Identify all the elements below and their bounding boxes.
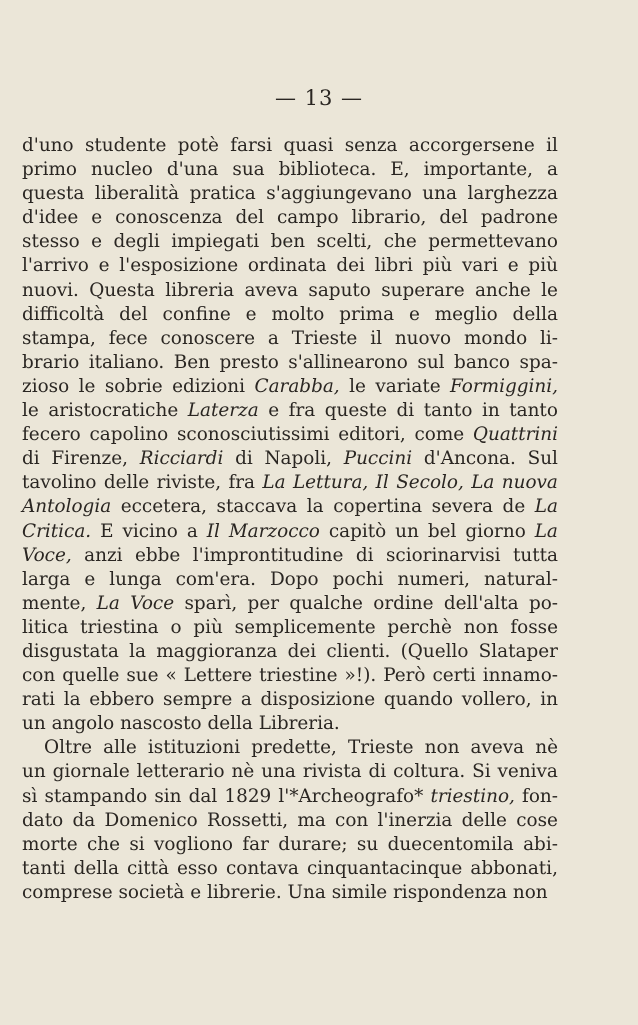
text-line: fecero capolino sconosciutissimi editori, come Quattrini bbox=[22, 424, 558, 446]
text-line: larga e lunga com'era. Dopo pochi numeri, natural- bbox=[22, 568, 558, 590]
text-line: comprese società e librerie. Una simile rispondenza non bbox=[22, 881, 548, 903]
text-line: disgustata la maggioranza dei clienti. (Quello Slataper bbox=[22, 640, 558, 662]
text-line: questa liberalità pratica s'aggiungevano una larghezza bbox=[22, 183, 558, 205]
text-line: Voce, anzi ebbe l'improntitudine di sciorinarvisi tutta bbox=[22, 544, 558, 566]
text-line: sì stampando sin dal 1829 l'*Archeografo* triestino, fon- bbox=[22, 785, 558, 807]
text-line: rati la ebbero sempre a disposizione quando vollero, in bbox=[22, 689, 558, 711]
text-line: morte che si vogliono far durare; su duecentomila abi- bbox=[22, 833, 558, 855]
text-line: stesso e degli impiegati ben scelti, che permettevano bbox=[22, 231, 558, 253]
body-text bbox=[22, 134, 558, 905]
text-line: l'arrivo e l'esposizione ordinata dei libri più vari e più bbox=[22, 255, 558, 277]
text-line: con quelle sue « Lettere triestine »!). Però certi innamo- bbox=[22, 665, 558, 687]
text-line: d'idee e conoscenza del campo librario, del padrone bbox=[22, 207, 558, 229]
text-line: mente, La Voce sparì, per qualche ordine dell'alta po- bbox=[22, 592, 558, 614]
text-line: nuovi. Questa libreria aveva saputo superare anche le bbox=[22, 279, 558, 301]
text-line: difficoltà del confine e molto prima e meglio della bbox=[22, 303, 558, 325]
text-line: Antologia eccetera, staccava la copertina severa de La bbox=[22, 496, 558, 518]
text-line: un giornale letterario nè una rivista di coltura. Si veniva bbox=[22, 761, 558, 783]
text-line: Oltre alle istituzioni predette, Trieste non aveva nè bbox=[44, 737, 558, 759]
text-line: dato da Domenico Rossetti, ma con l'inerzia delle cose bbox=[22, 809, 558, 831]
text-line: brario italiano. Ben presto s'allinearono sul banco spa- bbox=[22, 351, 558, 373]
text-line: litica triestina o più semplicemente perchè non fosse bbox=[22, 616, 558, 638]
text-line: tavolino delle riviste, fra La Lettura, Il Secolo, La nuova bbox=[22, 472, 558, 494]
page-number: — 13 — bbox=[274, 86, 364, 110]
text-line: stampa, fece conoscere a Trieste il nuovo mondo li- bbox=[22, 327, 558, 349]
text-line: d'uno studente potè farsi quasi senza accorgersene il bbox=[22, 135, 558, 156]
text-line: di Firenze, Ricciardi di Napoli, Puccini d'Ancona. Sul bbox=[22, 448, 558, 470]
text-line: Critica. E vicino a Il Marzocco capitò un bel giorno La bbox=[22, 520, 558, 542]
text-line: le aristocratiche Laterza e fra queste di tanto in tanto bbox=[22, 400, 558, 422]
text-line: tanti della città esso contava cinquantacinque abbonati, bbox=[22, 857, 558, 879]
text-line: zioso le sobrie edizioni Carabba, le variate Formiggini, bbox=[22, 375, 558, 397]
text-line: un angolo nascosto della Libreria. bbox=[22, 713, 340, 735]
text-line: primo nucleo d'una sua biblioteca. E, importante, a bbox=[22, 159, 558, 181]
